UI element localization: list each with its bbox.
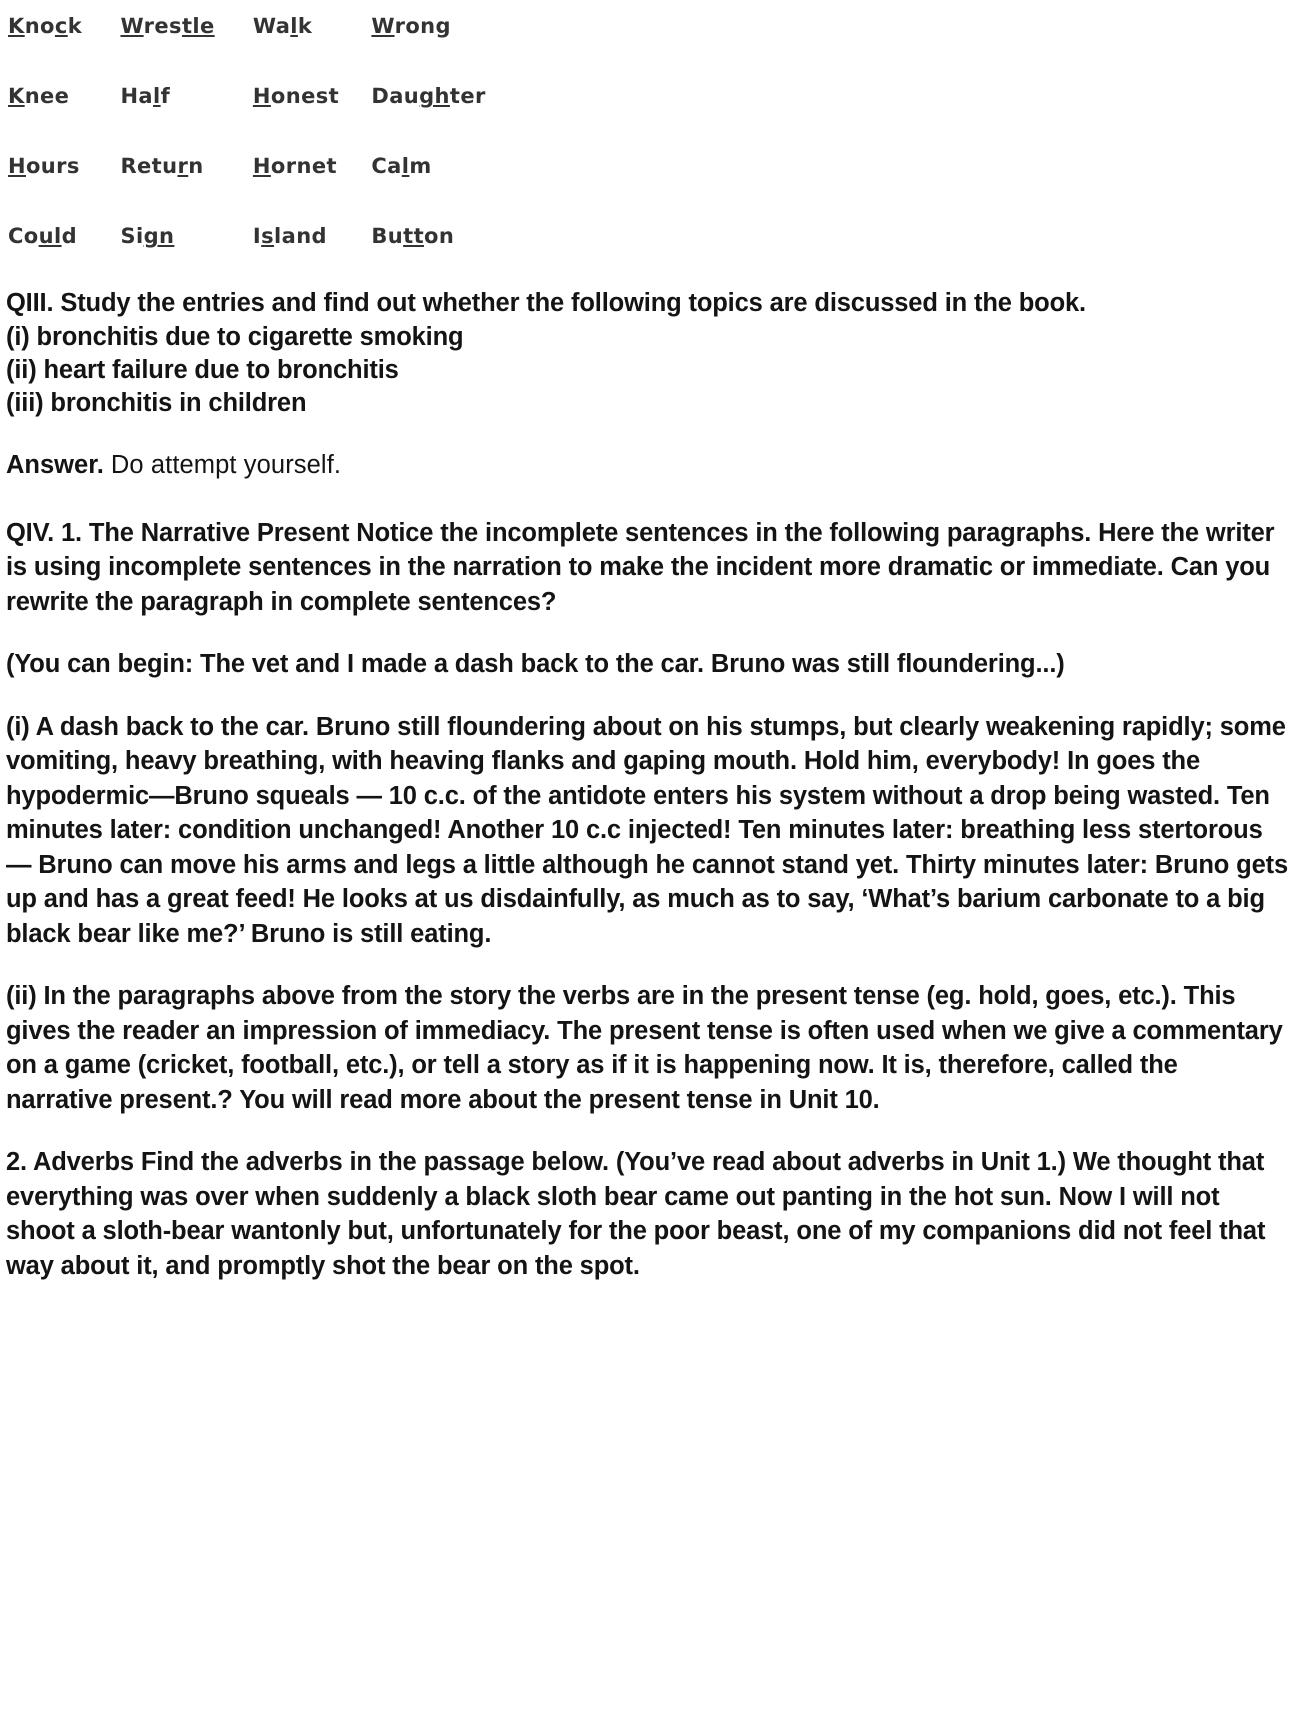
q4-prompt: QIV. 1. The Narrative Present Notice the incomplete sentences in the following paragraphs. Here the writer is using incomplete sentences in the narration to make the incident more dramatic or immediate. Can you rewrite the paragraph in complete sentences? bbox=[6, 518, 1275, 616]
q3-answer bbox=[6, 448, 1288, 482]
q4-answer-ii: (ii) In the paragraphs above from the story the verbs are in the present tense (eg. hold, goes, etc.). This gives the reader an impression of immediacy. The present tense is often used when we give a commentary on a game (cricket, football, etc.), or tell a story as if it is happening now. It is, therefore, called the narrative present.? You will read more about the present tense in Unit 10. bbox=[6, 982, 1283, 1114]
word-cell-button: Button bbox=[371, 224, 455, 248]
word-cell-could: Could bbox=[8, 224, 78, 248]
spacer bbox=[6, 951, 1288, 979]
answers-content bbox=[0, 286, 1296, 1283]
word-cell-sign: Sign bbox=[120, 224, 175, 248]
word-grid-row bbox=[8, 224, 520, 294]
q4-begin-hint: (You can begin: The vet and I made a dash back to the car. Bruno was still floundering...) bbox=[6, 650, 1065, 678]
answer-text: Do attempt yourself. bbox=[110, 450, 342, 479]
word-cell-daughter: Daughter bbox=[371, 84, 486, 108]
q3-item-i: (i) bronchitis due to cigarette smoking bbox=[6, 322, 464, 351]
word-grid-row bbox=[8, 154, 520, 224]
spacer bbox=[6, 420, 1288, 448]
word-cell-knee: Knee bbox=[8, 84, 70, 108]
q4-adverbs-item: 2. Adverbs Find the adverbs in the passage below. (You’ve read about adverbs in Unit 1.) We thought that everything was over when suddenly a black sloth bear came out panting in the hot sun. Now I will not shoot a sloth-bear wantonly but, unfortunately for the poor beast, one of my companions did not feel that way about it, and promptly shot the bear on the spot. bbox=[6, 1148, 1266, 1280]
q3-item-ii: (ii) heart failure due to bronchitis bbox=[6, 355, 399, 384]
answer-label: Answer. bbox=[6, 450, 104, 479]
spacer bbox=[6, 619, 1288, 647]
word-cell-honest: Honest bbox=[252, 84, 340, 108]
word-cell-return: Return bbox=[120, 154, 204, 178]
q3-prompt: QIII. Study the entries and find out whether the following topics are discussed in the book. bbox=[6, 289, 1086, 317]
word-cell-wrestle: Wrestle bbox=[120, 14, 215, 38]
word-cell-hornet: Hornet bbox=[252, 154, 337, 178]
word-grid-row bbox=[8, 84, 520, 154]
q4-answer-i: (i) A dash back to the car. Bruno still floundering about on his stumps, but clearly weakening rapidly; some vomiting, heavy breathing, with heaving flanks and gaping mouth. Hold him, everybody! In goes the hypodermic—Bruno squeals — 10 c.c. of the antidote enters his system without a drop being wasted. Ten minutes later: condition unchanged! Another 10 c.c injected! Ten minutes later: breathing less stertorous — Bruno can move his arms and legs a little although he cannot stand yet. Thirty minutes later: Bruno gets up and has a great feed! He looks at us disdainfully, as much as to say, ‘What’s barium carbonate to a big black bear like me?’ Bruno is still eating. bbox=[6, 712, 1288, 948]
spacer bbox=[6, 1117, 1288, 1145]
word-cell-hours: Hours bbox=[8, 154, 80, 178]
word-cell-half: Half bbox=[120, 84, 171, 108]
spacer bbox=[6, 482, 1288, 516]
word-grid-row bbox=[8, 14, 520, 84]
word-cell-island: Island bbox=[252, 224, 327, 248]
word-cell-knock: Knock bbox=[8, 14, 83, 38]
word-cell-wrong: Wrong bbox=[371, 14, 451, 38]
word-cell-walk: Walk bbox=[252, 14, 313, 38]
q3-item-iii: (iii) bronchitis in children bbox=[6, 388, 307, 417]
word-cell-calm: Calm bbox=[371, 154, 432, 178]
silent-letter-word-grid bbox=[0, 0, 520, 294]
spacer bbox=[6, 682, 1288, 710]
